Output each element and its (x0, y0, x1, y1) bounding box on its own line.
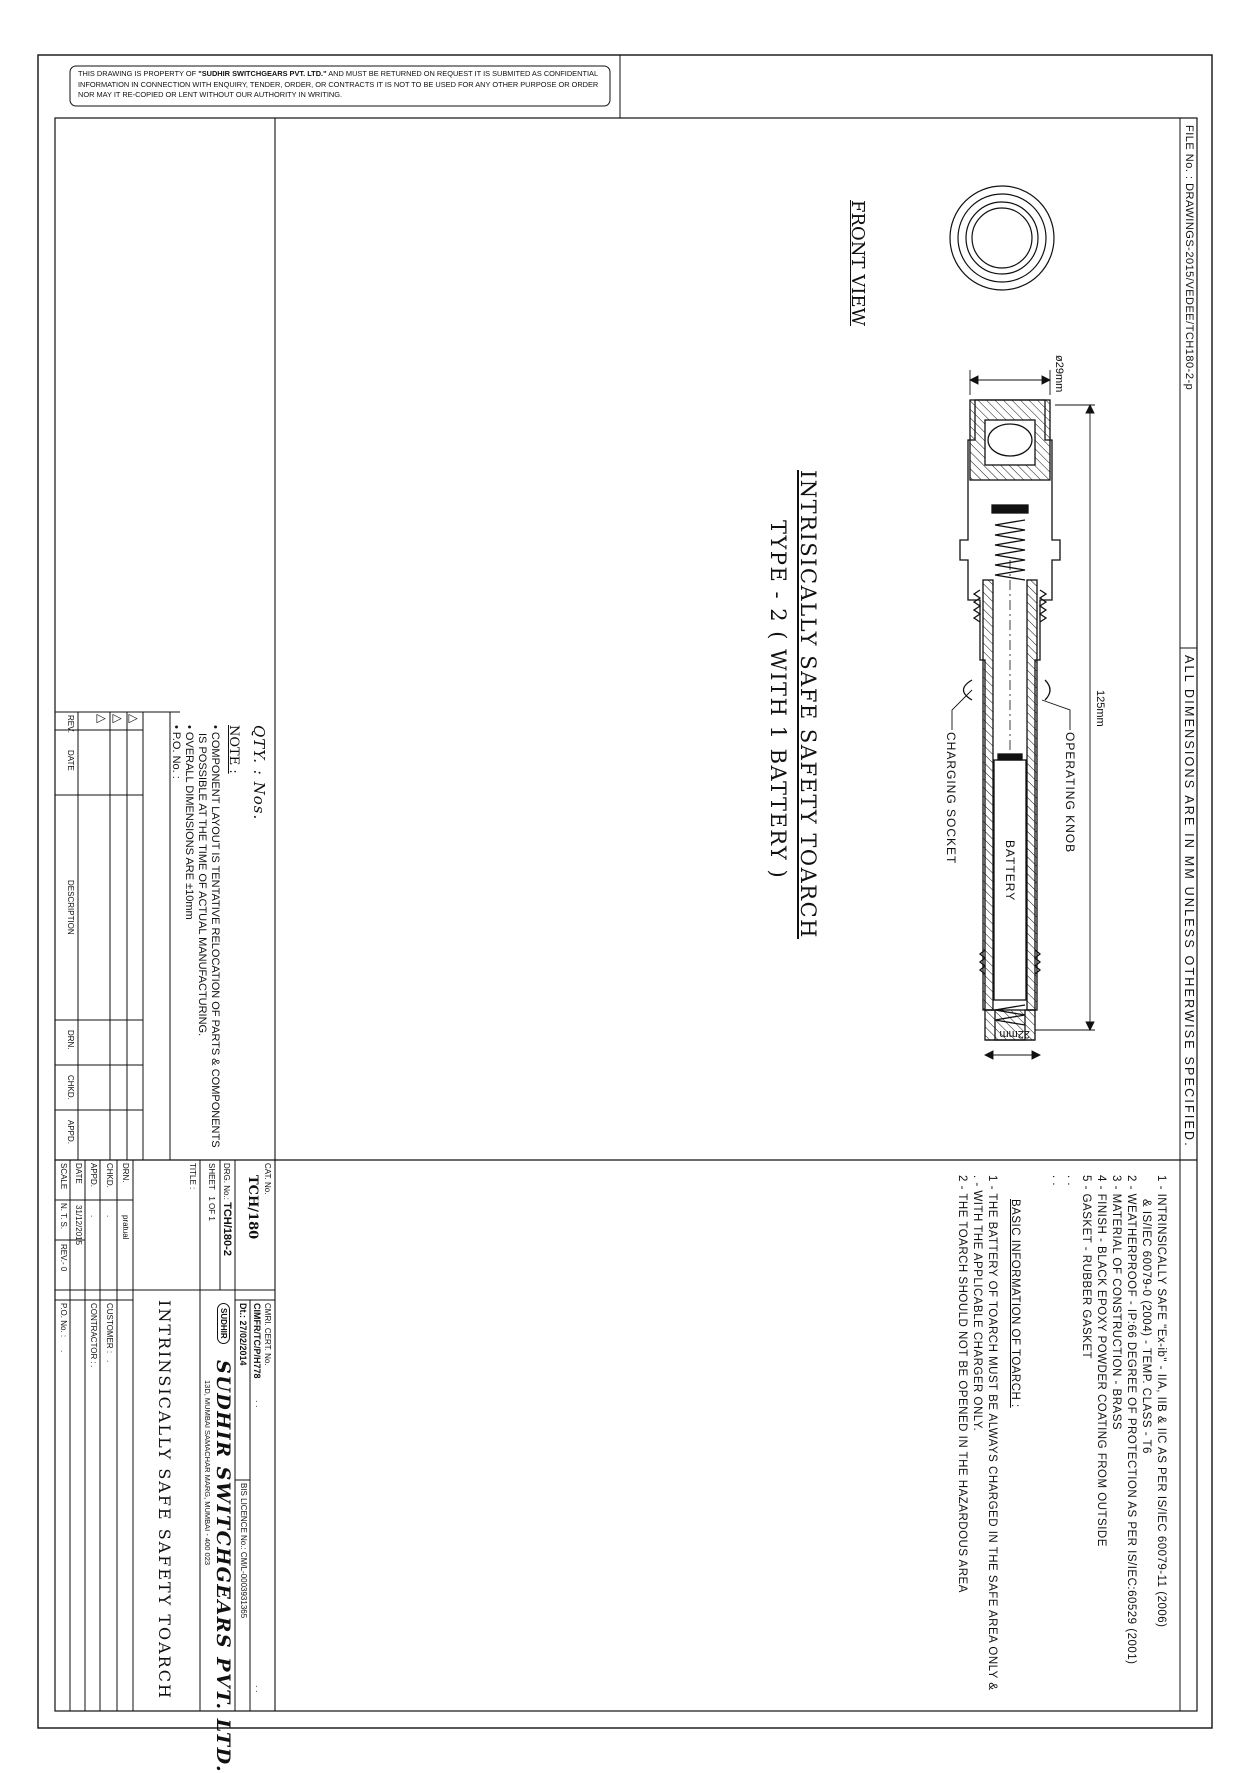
basic-information: BASIC INFORMATION OF TOARCH : 1 - THE BATTERY OF TOARCH MUST BE ALWAYS CHARGED IN THE SAFE AREA ONLY & . - WITH THE APPLICABLE CHARGER ONLY. 2 - THE TOARCH SHOULD NOT BE OPENED IN THE HAZARDOUS AREA (956, 1175, 1021, 1691)
company-address: 13D, MUMBAI SAMACHAR MARG, MUMBAI - 400 023 (203, 1380, 212, 1566)
dimensions-note: ALL DIMENSIONS ARE IN MM UNLESS OTHERWISE SPECIFIED. (1182, 655, 1196, 1148)
company-logo: SUDHIR (217, 1303, 230, 1344)
label-battery: BATTERY (1003, 840, 1017, 902)
front-view-drawing (950, 186, 1054, 290)
date-value: 31/12/2015 (74, 1205, 83, 1246)
qty-field: QTY. : Nos. (250, 725, 268, 821)
rev-header-chkd: CHKD. (66, 1075, 75, 1100)
confidentiality-notice: THIS DRAWING IS PROPERTY OF "SUDHIR SWITCHGEARS PVT. LTD." AND MUST BE RETURNED ON REQUEST IT IS SUBMITED AS CONFIDENTIAL INFORMATION IN CONNECTION WITH ENQUIRY, TENDER, ORDER, OR CONTRACTS IT IS NOT TO BE USED FOR ANY OTHER PURPOSE OR ORDER NOR MAY IT RE-COPIED OR LENT WITHOUT OUR AUTHORITY IN WRITING. (78, 69, 599, 99)
bis-dots: . . (254, 1685, 264, 1693)
scale-value: N. T. S. (59, 1203, 68, 1230)
customer-label: CUSTOMER : (105, 1303, 114, 1354)
rev-row-symbols: △ △ △ (95, 714, 141, 724)
chkd-label: CHKD. (105, 1163, 114, 1188)
po-value: . (59, 1350, 68, 1353)
label-charging-socket: CHARGING SOCKET (944, 732, 958, 865)
label-operating-knob: OPERATING KNOB (1063, 732, 1077, 854)
notes: NOTE : • COMPONENT LAYOUT IS TENTATIVE RELOCATION OF PARTS & COMPONENTS IS POSSIBLE AT THE TIME OF ACTUAL MANUFACTURING. • OVERALL DIMENSIONS ARE ±10mm • P.O. No. : (170, 725, 241, 1148)
customer-value: . (105, 1360, 114, 1363)
torch-section (960, 400, 1060, 1040)
cmri-date: Dt.: 27/02/2014 (238, 1303, 248, 1366)
cat-no: TCH/180 (245, 1175, 260, 1240)
cat-no-label: CAT. No. (263, 1163, 272, 1195)
drg-no-label: DRG. No.: TCH/180-2 (221, 1163, 233, 1256)
dim-diameter: ø29mm (1053, 355, 1065, 393)
dim-length: 125mm (1094, 690, 1106, 727)
title-value: INTRINSICALLY SAFE SAFETY TOARCH (155, 1300, 174, 1700)
scale-label: SCALE (59, 1163, 68, 1190)
cmri-value: CIMFR/TC/P/H778 (252, 1303, 262, 1379)
rev-header-appd: APPD. (66, 1120, 75, 1145)
sheet-label: SHEET 1 OF 1 (207, 1163, 216, 1221)
title-label: TITLE : (188, 1163, 197, 1190)
drawing-subtitle: TYPE - 2 ( WITH 1 BATTERY ) (766, 520, 790, 880)
bis-licence: BIS LICENCE No.: CM/L-0003931365 (239, 1483, 248, 1619)
rev-header-drn: DRN. (66, 1030, 75, 1050)
rev-header-date: DATE (66, 750, 75, 771)
front-view-label: FRONT VIEW (847, 200, 868, 327)
dim-base: 22mm (999, 1028, 1030, 1040)
contractor-value: . (89, 1365, 98, 1368)
cmri-label: CMRI. CERT. No. (263, 1303, 272, 1366)
cmri-dots: . . (254, 1400, 264, 1408)
drawing-title: INTRISICALLY SAFE SAFETY TOARCH (796, 470, 820, 939)
drn-label: DRN. (121, 1163, 130, 1183)
contractor-label: CONTRACTOR : (89, 1303, 98, 1364)
chkd-value: . (105, 1215, 114, 1218)
appd-label: APPD. (89, 1163, 98, 1188)
drn-value: pratual (121, 1215, 130, 1240)
rev-value: REV.- 0 (59, 1244, 68, 1272)
date-label: DATE (74, 1163, 83, 1184)
specifications: 1 - INTRINSICALLY SAFE "Ex-ib" - IIA, IIB & IIC AS PER IS/IEC 60079-11 (2006) & IS/IEC 60079-0 (2004) - TEMP. CLASS - T6 2 - WEATHERPROOF - IP:66 DEGREE OF PROTECTION AS PER IS/IEC:60529 (2001) 3 - MATERIAL OF CONSTRUCTION - BRASS 4 - FINISH - BLACK EPOXY POWDER COATING FROM OUTSIDE 5 - GASKET - RUBBER GASKET . . . . (1050, 1175, 1167, 1665)
rev-header-rev: REV. (66, 715, 75, 733)
company-name: SUDHIR SWITCHGEARS PVT. LTD. (212, 1360, 234, 1773)
appd-value: . (89, 1215, 98, 1218)
po-label: P.O. No. : (59, 1303, 68, 1338)
rev-header-description: DESCRIPTION (66, 880, 75, 935)
file-number: FILE No. : DRAWINGS-2015/VEDEE/TCH180-2-p (1183, 125, 1195, 391)
